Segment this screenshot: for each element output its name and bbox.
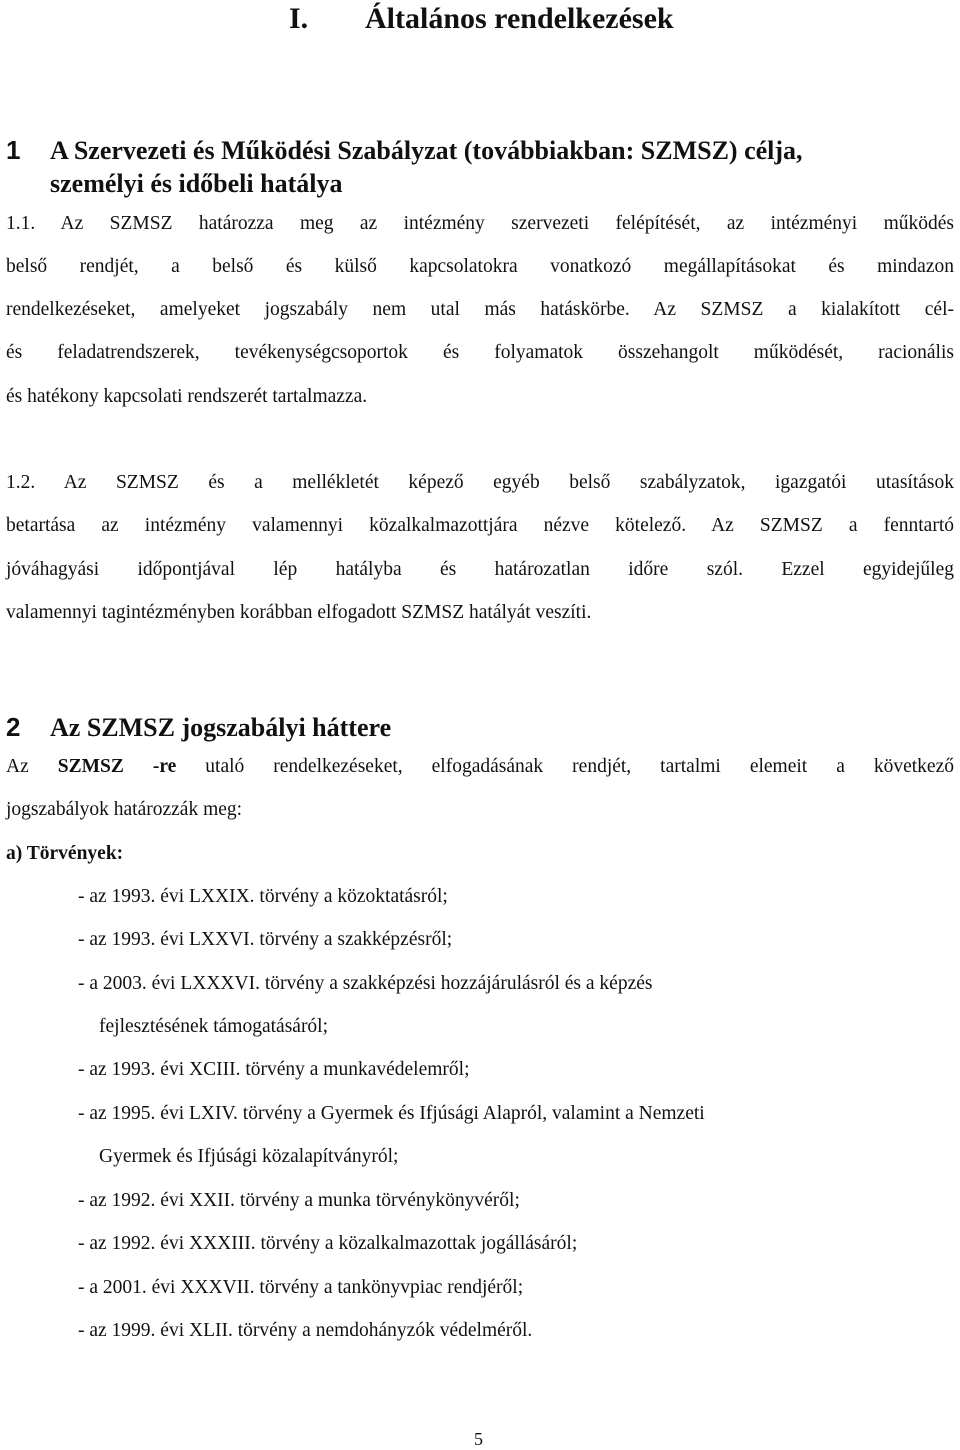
paragraph-line: 1.1. Az SZMSZ határozza meg az intézmény szervezeti felépítését, az intézményi működés	[6, 213, 954, 234]
section-2-heading	[6, 712, 391, 743]
paragraph-line: valamennyi tagintézményben korábban elfogadott SZMSZ hatályát veszíti.	[6, 602, 592, 623]
paragraph-line: jóváhagyási időpontjával lép hatályba és határozatlan időre szól. Ezzel egyidejűleg	[6, 559, 954, 580]
list-item: - a 2001. évi XXXVII. törvény a tankönyvpiac rendjéről;	[78, 1277, 524, 1298]
heading-number: I.	[289, 2, 309, 35]
intro-bold-text: SZMSZ -re	[57, 756, 177, 777]
paragraph-line: és feladatrendszerek, tevékenységcsoportok és folyamatok összehangolt működését, racionális	[6, 342, 954, 363]
section-2-intro-line-2: jogszabályok határozzák meg:	[6, 799, 243, 820]
list-item: - az 1992. évi XXXIII. törvény a közalkalmazottak jogállásáról;	[78, 1233, 578, 1254]
list-item: - az 1992. évi XXII. törvény a munka törvénykönyvéről;	[78, 1190, 520, 1211]
paragraph-line: belső rendjét, a belső és külső kapcsolatokra vonatkozó megállapításokat és mindazon	[6, 256, 954, 277]
section-1-heading-line-2: személyi és időbeli hatálya	[50, 169, 343, 198]
list-item-continuation: fejlesztésének támogatásáról;	[99, 1016, 329, 1037]
intro-text: utaló rendelkezéseket, elfogadásának rendjét, tartalmi elemeit a következő	[176, 756, 954, 777]
list-item: - az 1995. évi LXIV. törvény a Gyermek és Ifjúsági Alapról, valamint a Nemzeti	[78, 1103, 705, 1124]
heading-title: Általános rendelkezések	[365, 2, 674, 35]
list-item: - az 1993. évi LXXIX. törvény a közoktatásról;	[78, 886, 448, 907]
section-number: 1	[6, 135, 21, 165]
section-1-heading	[6, 135, 803, 166]
list-item: - a 2003. évi LXXXVI. törvény a szakképzési hozzájárulásról és a képzés	[78, 973, 653, 994]
paragraph-line: rendelkezéseket, amelyeket jogszabály nem utal más hatáskörbe. Az SZMSZ a kialakított cél-	[6, 299, 954, 320]
paragraph-line: 1.2. Az SZMSZ és a mellékletét képező egyéb belső szabályzatok, igazgatói utasítások	[6, 472, 954, 493]
section-title: Az SZMSZ jogszabályi háttere	[50, 713, 392, 742]
laws-subheading: a) Törvények:	[6, 843, 124, 864]
section-number: 2	[6, 712, 21, 742]
section-2-intro-line-1	[6, 756, 954, 778]
page-heading	[289, 2, 674, 36]
paragraph-line: betartása az intézmény valamennyi közalkalmazottjára nézve kötelező. Az SZMSZ a fenntartó	[6, 515, 954, 536]
intro-text: Az	[6, 756, 58, 777]
list-item: - az 1999. évi XLII. törvény a nemdohányzók védelméről.	[78, 1320, 533, 1341]
paragraph-line: és hatékony kapcsolati rendszerét tartalmazza.	[6, 386, 368, 407]
section-title-line-1: A Szervezeti és Működési Szabályzat (továbbiakban: SZMSZ) célja,	[50, 136, 803, 165]
list-item: - az 1993. évi XCIII. törvény a munkavédelemről;	[78, 1059, 470, 1080]
list-item-continuation: Gyermek és Ifjúsági közalapítványról;	[99, 1146, 399, 1167]
page-number: 5	[474, 1429, 483, 1449]
list-item: - az 1993. évi LXXVI. törvény a szakképzésről;	[78, 929, 453, 950]
